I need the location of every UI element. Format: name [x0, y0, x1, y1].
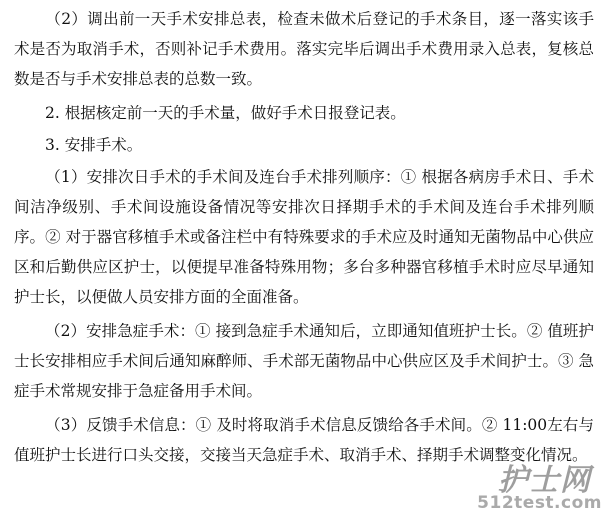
paragraph-text: （1）安排次日手术的手术间及连台手术排列顺序：① 根据各病房手术日、手术间洁净级别、手术间设施设备情况等安排次日择期手术的手术间及连台手术排列顺序。② 对于器官移植手术或备注栏中有特殊要求的手术应及时通知无菌物品中心供应区和后勤供应区护士，以便提早准备特殊用物；多台多种器官移植手术时应尽早通知护士长，以便做人员安排方面的全面准备。	[14, 168, 594, 306]
paragraph-next-day-arrangement	[14, 162, 594, 312]
paragraph-text: 2. 根据核定前一天的手术量，做好手术日报登记表。	[45, 104, 406, 122]
paragraph-text: （2）安排急症手术：① 接到急症手术通知后，立即通知值班护士长。② 值班护士长安排相应手术间后通知麻醉师、手术部无菌物品中心供应区及手术间护士。③ 急症手术常规安排于急症备用手术间。	[14, 322, 594, 400]
paragraph-daily-report	[14, 98, 594, 128]
watermark-english-text: 512test.com	[477, 493, 602, 513]
site-watermark-logo	[477, 453, 606, 515]
watermark-chinese-text: 护士网	[498, 463, 591, 498]
paragraph-text: 3. 安排手术。	[45, 136, 143, 154]
paragraph-text: （3）反馈手术信息：① 及时将取消手术信息反馈给各手术间。② 11:00左右与值班护士长进行口头交接，交接当天急症手术、取消手术、择期手术调整变化情况。	[14, 416, 594, 464]
paragraph-emergency-surgery	[14, 316, 594, 406]
paragraph-text: （2）调出前一天手术安排总表，检查未做术后登记的手术条目，逐一落实该手术是否为取消手术，否则补记手术费用。落实完毕后调出手术费用录入总表，复核总数是否与手术安排总表的总数一致。	[14, 10, 594, 88]
paragraph-arrange-surgery	[14, 130, 594, 160]
paragraph-review-schedule	[14, 4, 594, 94]
